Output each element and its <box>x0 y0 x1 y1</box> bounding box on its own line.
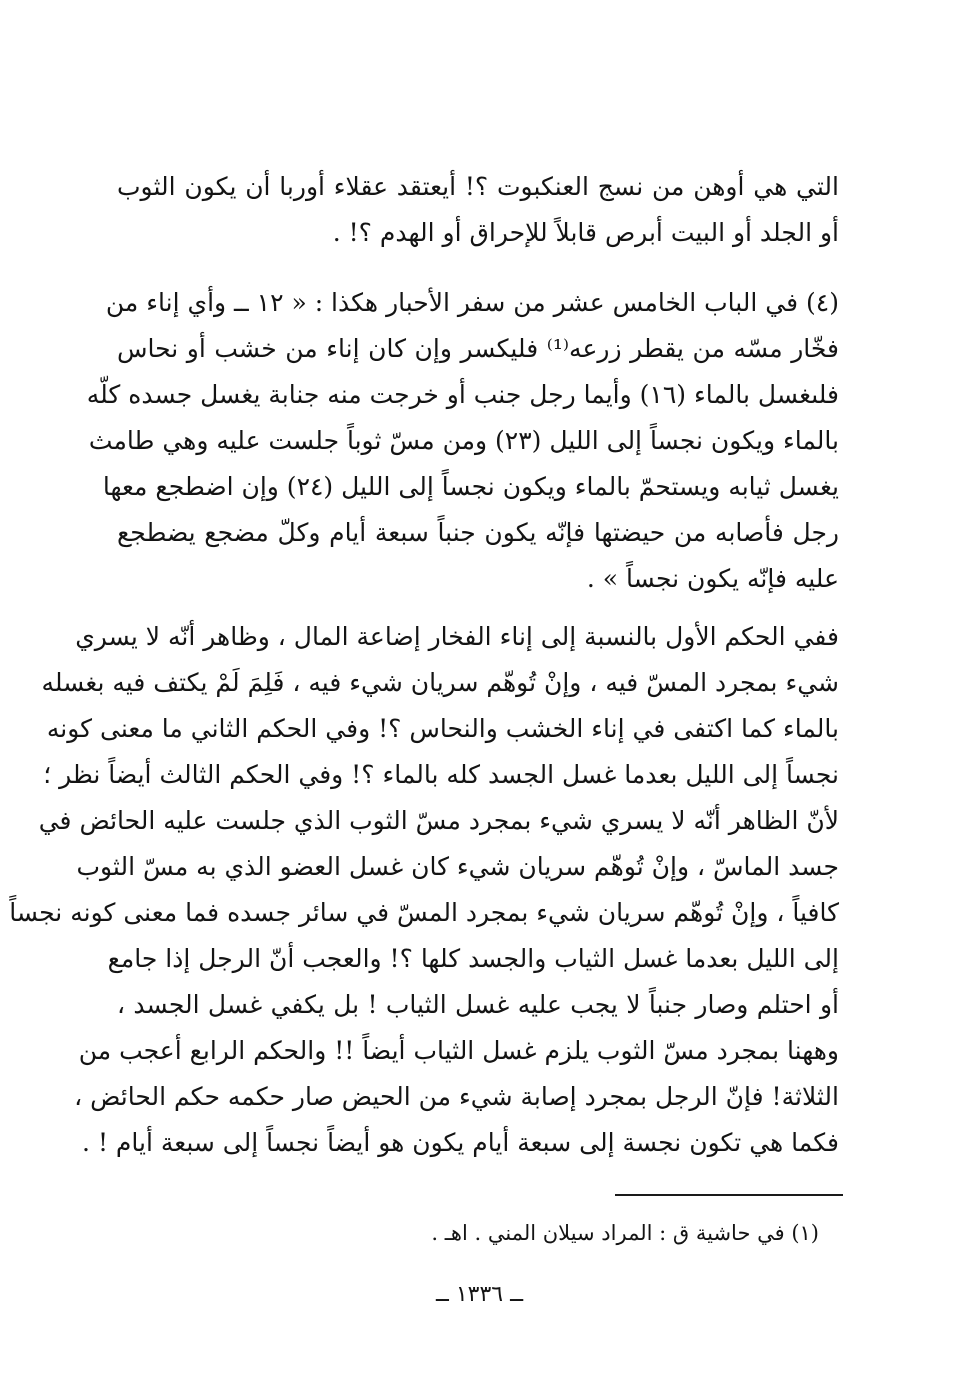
text-line: يغسل ثيابه ويستحمّ بالماء ويكون نجساً إلى الليل (٢٤) وإن اضطجع معها <box>102 472 839 501</box>
footnote: (١) في حاشية ق : المراد سيلان المني . اهـ . <box>431 1221 819 1245</box>
paragraph-1 <box>117 164 839 256</box>
text-line: لأنّ الظاهر أنّه لا يسري شيء بمجرد مسّ الثوب الذي جلست عليه الحائض في <box>38 806 839 835</box>
text-line: أو احتلم وصار جنباً لا يجب عليه غسل الثياب ! بل يكفي غسل الجسد ، <box>117 990 839 1019</box>
text-line: ففي الحكم الأول بالنسبة إلى إناء الفخار إضاعة المال ، وظاهر أنّه لا يسري <box>75 622 839 651</box>
text-line: إلى الليل بعدما غسل الثياب والجسد كلها ؟! والعجب أنّ الرجل إذا جامع <box>107 944 839 973</box>
text-line: رجل فأصابه من حيضتها فإنّه يكون جنباً سبعة أيام وكلّ مضجع يضطجع <box>117 518 839 547</box>
text-line: بالماء كما اكتفى في إناء الخشب والنحاس ؟! وفي الحكم الثاني ما معنى كونه <box>46 714 839 743</box>
text-line: جسد الماسّ ، وإنْ تُوهّم سريان شيء كان غسل العضو الذي به مسّ الثوب <box>76 852 839 881</box>
text-line: وههنا بمجرد مسّ الثوب يلزم غسل الثياب أيضاً !! والحكم الرابع أعجب من <box>78 1036 839 1065</box>
text-line: فكما هي تكون نجسة إلى سبعة أيام يكون هو أيضاً نجساً إلى سبعة أيام ! . <box>82 1128 839 1157</box>
text-line: (٤) في الباب الخامس عشر من سفر الأحبار هكذا : « ١٢ ــ وأي إناء من <box>105 288 839 317</box>
footnote-divider <box>615 1194 843 1196</box>
text-line: فلىغسل بالماء (١٦) وأيما رجل جنب أو خرجت منه جنابة يغسل جسده كلّه <box>86 380 839 409</box>
paragraph-3 <box>9 614 839 1166</box>
text-line: أو الجلد أو البيت أبرص قابلاً للإحراق أو الهدم ؟! . <box>332 218 839 247</box>
text-line: كافياً ، وإنْ تُوهّم سريان شيء بمجرد المسّ في سائر جسده فما معنى كونه نجساً <box>9 898 839 927</box>
page-number: ــ ١٣٣٦ ــ <box>435 1282 524 1307</box>
text-line: نجساً إلى الليل بعدما غسل الجسد كله بالماء ؟! وفي الحكم الثالث أيضاً نظر ؛ <box>43 760 839 789</box>
text-line: فخّار مسّه من يقطر زرعه⁽¹⁾ فليكسر وإن كان إناء من خشب أو نحاس <box>117 334 839 363</box>
text-line: عليه فإنّه يكون نجساً » . <box>586 564 839 593</box>
paragraph-2 <box>86 280 839 602</box>
text-line: التي هي أوهن من نسج العنكبوت ؟! أيعتقد عقلاء أوربا أن يكون الثوب <box>117 172 839 201</box>
text-line: شيء بمجرد المسّ فيه ، وإنْ تُوهّم سريان شيء فيه ، فَلِمَ لَمْ يكتف فيه بغسله <box>41 668 839 697</box>
text-line: بالماء ويكون نجساً إلى الليل (٢٣) ومن مسّ ثوباً جلست عليه وهي طامث <box>88 426 839 455</box>
text-line: الثلاثة! فإنّ الرجل بمجرد إصابة شيء من الحيض صار حكمه حكم الحائض ، <box>74 1082 839 1111</box>
